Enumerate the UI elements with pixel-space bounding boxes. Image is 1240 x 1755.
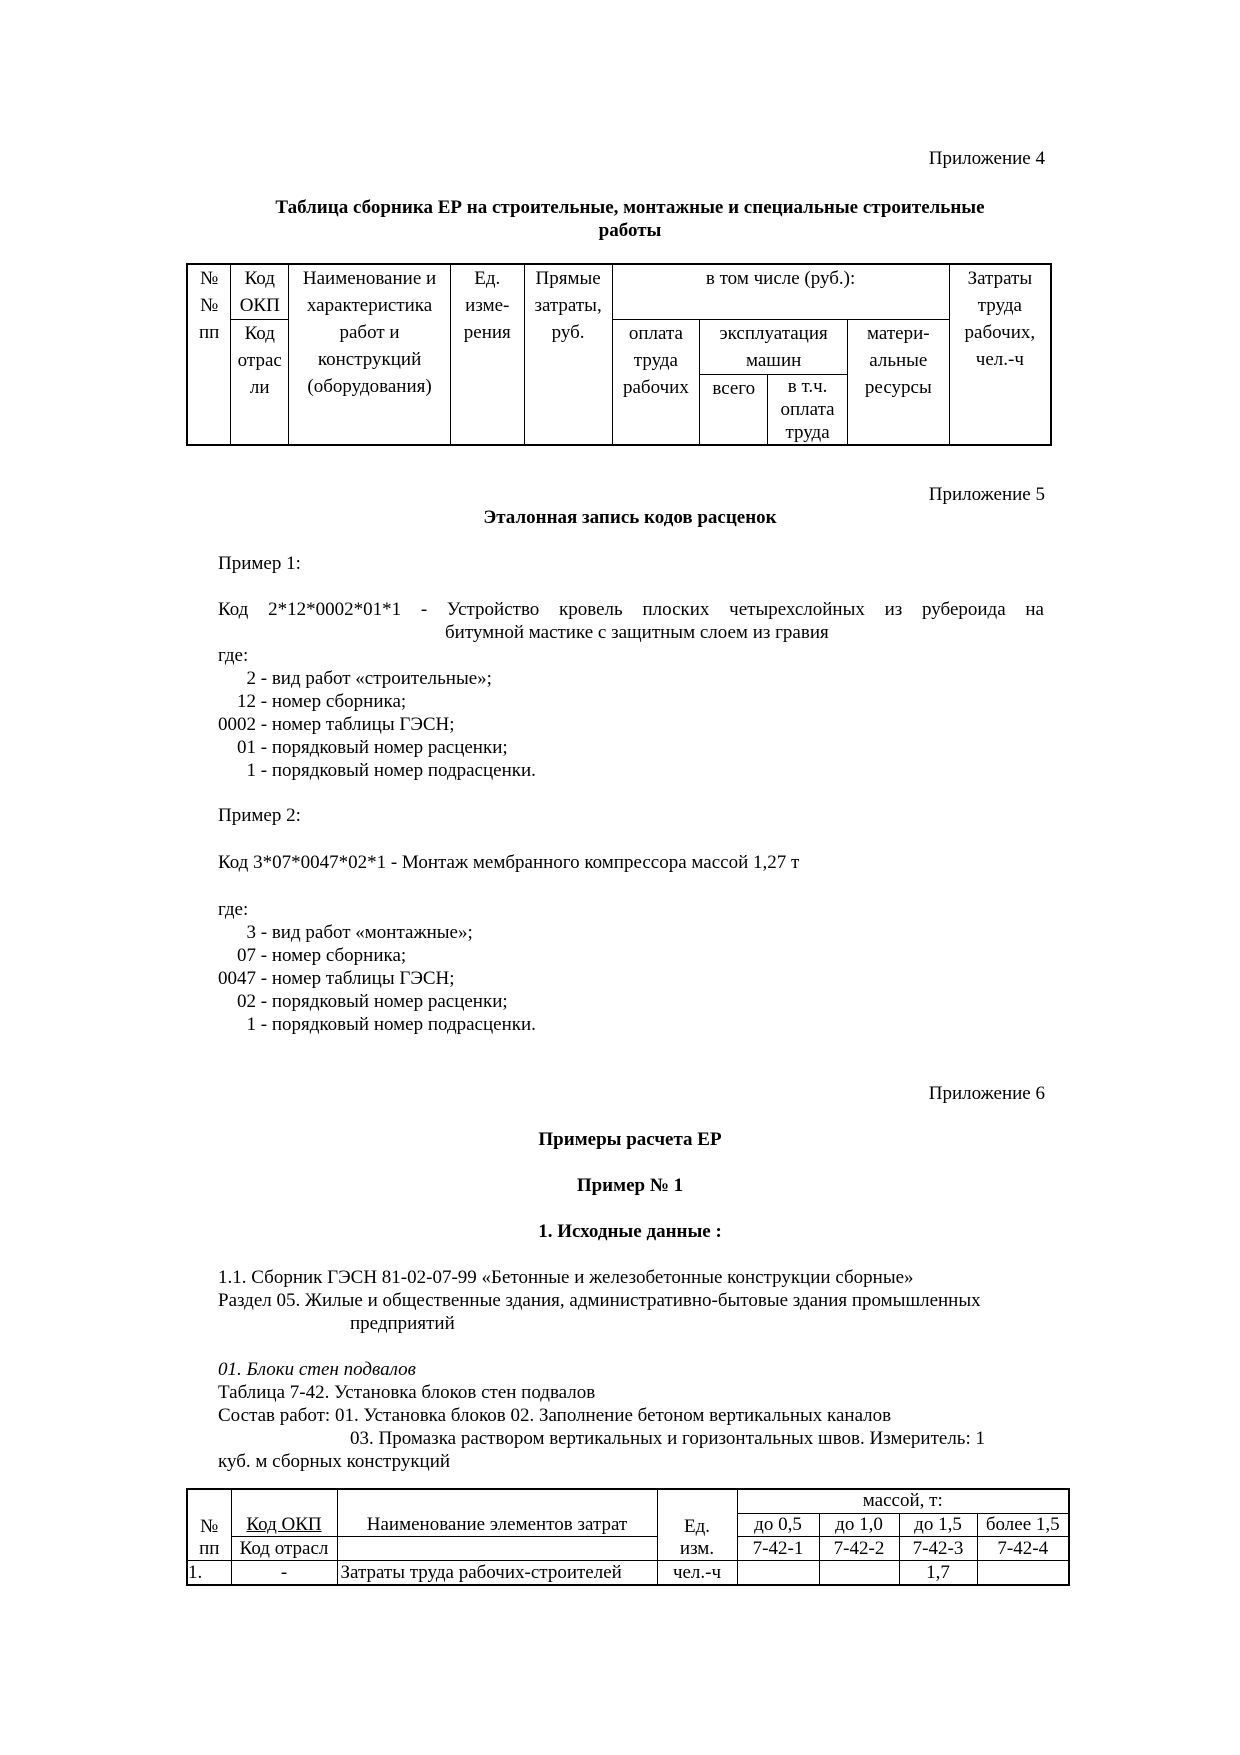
example-2-item: 1 - порядковый номер подрасценки. [218,1014,536,1035]
example-title: Пример № 1 [576,1175,684,1196]
example-2-item: 07 - номер сборника; [218,945,407,966]
t1-col-branch: Код отрас ли [231,320,289,446]
t1-col-labor: Затраты труда рабочих, чел.-ч [949,264,1051,445]
t1-col-name: Наименование и характеристика работ и конструкций (оборудования) [289,264,451,445]
t3-col-name-spacer [337,1537,657,1561]
example-1-heading: Пример 1: [218,553,301,574]
appendix-6-label: Приложение 6 [928,1083,1045,1104]
example-1-code-line2: битумной мастике с защитным слоем из гравия [445,622,829,643]
t3-row-number: 1. [187,1561,231,1585]
t3-col-group: массой, т: [737,1489,1069,1513]
t3-code: 7-42-1 [737,1537,819,1561]
t3-col-mass: до 0,5 [737,1513,819,1537]
appendix-4-title-line2: работы [598,220,662,241]
t3-col-name: Наименование элементов затрат [337,1489,657,1537]
meter-line: куб. м сборных конструкций [218,1451,451,1472]
appendix-6-title: Примеры расчета ЕР [538,1129,722,1150]
t3-row-code: - [231,1561,337,1585]
table-name-line: Таблица 7-42. Установка блоков стен подвалов [218,1382,596,1403]
t3-row-value [819,1561,899,1585]
t3-code: 7-42-3 [899,1537,977,1561]
t3-row-value [977,1561,1069,1585]
appendix-5-title: Эталонная запись кодов расценок [483,507,777,528]
t1-col-unit: Ед. изме- рения [450,264,524,445]
t3-row-value: 1,7 [899,1561,977,1585]
works-line-cont: 03. Промазка раствором вертикальных и горизонтальных швов. Измеритель: 1 [350,1428,985,1449]
t1-col-materials: матери- альные ресурсы [847,320,949,446]
subsection-line: 01. Блоки стен подвалов [218,1359,416,1380]
appendix-4-title-line1: Таблица сборника ЕР на строительные, монтажные и специальные строительные [275,197,985,218]
example-1-item: 12 - номер сборника; [218,691,407,712]
t1-col-pay: оплата труда рабочих [612,320,700,446]
t3-code: 7-42-4 [977,1537,1069,1561]
section-line: Раздел 05. Жилые и общественные здания, административно-бытовые здания промышленных [218,1290,981,1311]
t1-col-group: в том числе (руб.): [612,264,949,320]
example-1-item: 2 - вид работ «строительные»; [218,668,492,689]
example-2-item: 02 - порядковый номер расценки; [218,991,508,1012]
t3-col-branch: Код отрасл [231,1537,337,1561]
t3-col-mass: до 1,0 [819,1513,899,1537]
t1-col-number: № № пп [187,264,231,445]
t1-col-direct-costs: Прямые затраты, руб. [524,264,612,445]
t1-col-machines: эксплуатация машин [700,320,848,375]
t3-row-name: Затраты труда рабочих-строителей [337,1561,657,1585]
example-1-code-line1: Код 2*12*0002*01*1 - Устройство кровель плоских четырехслойных из рубероида на [218,599,1044,620]
t1-col-machines-total: всего [700,375,768,446]
t3-row-unit: чел.-ч [657,1561,737,1585]
t3-row-value [737,1561,819,1585]
t3-col-mass: до 1,5 [899,1513,977,1537]
example-2-item: 0047 - номер таблицы ГЭСН; [218,968,455,989]
example-2-where: где: [218,899,249,920]
source-line: 1.1. Сборник ГЭСН 81-02-07-99 «Бетонные и железобетонные конструкции сборные» [218,1267,914,1288]
t3-col-number: № пп [187,1489,231,1561]
t3-col-unit: Ед. изм. [657,1489,737,1561]
example-1-where: где: [218,645,249,666]
section-heading: 1. Исходные данные : [538,1221,722,1242]
example-1-item: 01 - порядковый номер расценки; [218,737,508,758]
example-2-code: Код 3*07*0047*02*1 - Монтаж мембранного компрессора массой 1,27 т [218,852,800,873]
example-2-heading: Пример 2: [218,805,301,826]
appendix-4-table [186,263,1052,446]
t3-code: 7-42-2 [819,1537,899,1561]
section-line-cont: предприятий [350,1313,455,1334]
t3-col-okp: Код ОКП [231,1489,337,1537]
works-line: Состав работ: 01. Установка блоков 02. Заполнение бетоном вертикальных каналов [218,1405,892,1426]
example-1-item: 1 - порядковый номер подрасценки. [218,760,536,781]
example-2-item: 3 - вид работ «монтажные»; [218,922,473,943]
t3-col-mass: более 1,5 [977,1513,1069,1537]
table-row [187,1561,1069,1585]
appendix-5-label: Приложение 5 [928,484,1045,505]
t1-col-okp: Код ОКП [231,264,289,320]
appendix-6-table [186,1488,1070,1586]
example-1-item: 0002 - номер таблицы ГЭСН; [218,714,455,735]
t1-col-machines-incl: в т.ч. оплата труда [768,375,848,446]
appendix-4-label: Приложение 4 [928,148,1045,169]
